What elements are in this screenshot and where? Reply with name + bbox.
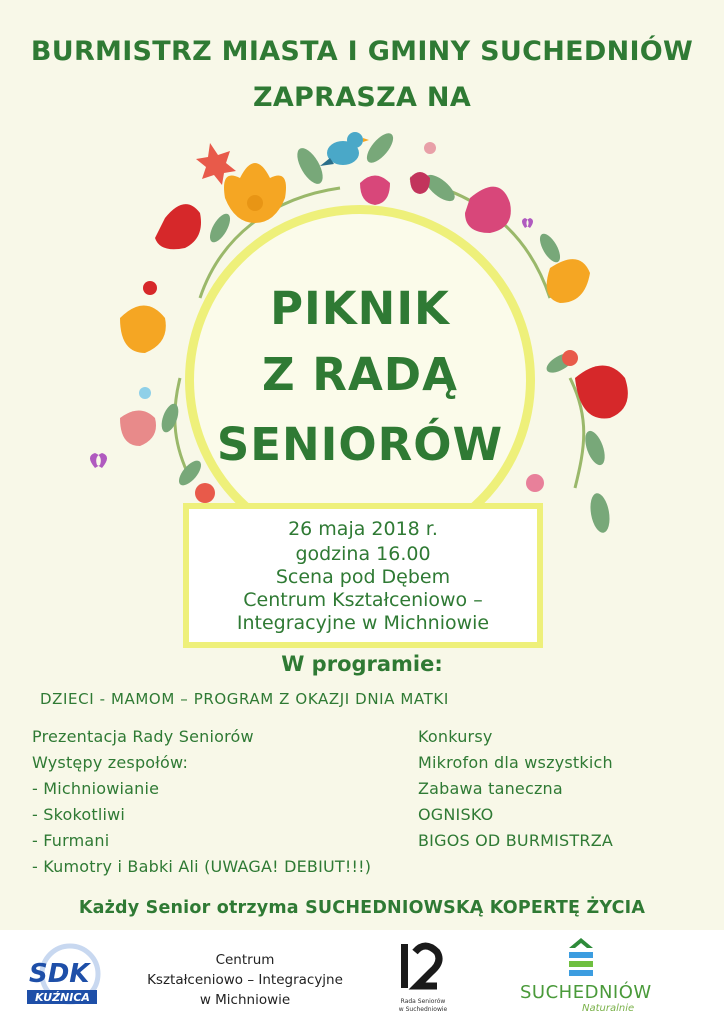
event-place: Scena pod Dębem — [275, 566, 451, 588]
center-name-line-1: Centrum — [215, 952, 275, 968]
event-venue-line-1: Centrum Kształceniowo – — [243, 589, 483, 611]
suchedniow-logo-text: SUCHEDNIÓW — [520, 982, 652, 1003]
invite-heading: ZAPRASZA NA — [252, 82, 472, 113]
center-name-line-2: Kształceniowo – Integracyjne — [147, 972, 343, 988]
program-heading: W programie: — [281, 652, 443, 676]
bird-icon — [320, 132, 369, 166]
event-venue-line-2: Integracyjne w Michniowie — [236, 612, 490, 634]
program-subtitle: DZIECI - MAMOM – PROGRAM Z OKAZJI DNIA MATKI — [40, 690, 449, 708]
program-item: - Furmani — [32, 831, 110, 850]
program-item: BIGOS OD BURMISTRZA — [418, 831, 614, 850]
suchedniow-logo-mark — [566, 936, 596, 978]
svg-text:SDK: SDK — [29, 959, 90, 989]
title-line-3: SENIORÓW — [216, 418, 504, 471]
event-time: godzina 16.00 — [295, 543, 431, 565]
center-name-line-3: w Michniowie — [199, 992, 291, 1008]
suchedniow-logo-tagline: Naturalnie — [582, 1003, 635, 1014]
program-item: Zabawa taneczna — [418, 779, 563, 798]
rada-seniorow-logo — [397, 940, 445, 995]
program-item: Konkursy — [418, 727, 493, 746]
rada-name-line-2: w Suchedniowie — [398, 1006, 448, 1013]
organizer-heading: BURMISTRZ MIASTA I GMINY SUCHEDNIÓW — [30, 36, 694, 67]
title-line-2: Z RADĄ — [262, 348, 458, 401]
program-item: - Michniowianie — [32, 779, 160, 798]
sdk-kuznica-logo — [25, 942, 105, 1012]
program-item: OGNISKO — [418, 805, 494, 824]
title-line-1: PIKNIK — [270, 282, 450, 335]
event-date: 26 maja 2018 r. — [288, 518, 438, 540]
program-item: - Skokotliwi — [32, 805, 126, 824]
closing-statement: Każdy Senior otrzyma SUCHEDNIOWSKĄ KOPERTĘ ŻYCIA — [78, 898, 646, 918]
program-item: - Kumotry i Babki Ali (UWAGA! DEBIUT!!!) — [32, 857, 372, 876]
program-item: Występy zespołów: — [32, 753, 189, 772]
rada-name-line-1: Rada Seniorów — [400, 998, 446, 1005]
program-item: Prezentacja Rady Seniorów — [32, 727, 254, 746]
program-item: Mikrofon dla wszystkich — [418, 753, 613, 772]
svg-text:KUŹNICA: KUŹNICA — [35, 991, 90, 1004]
